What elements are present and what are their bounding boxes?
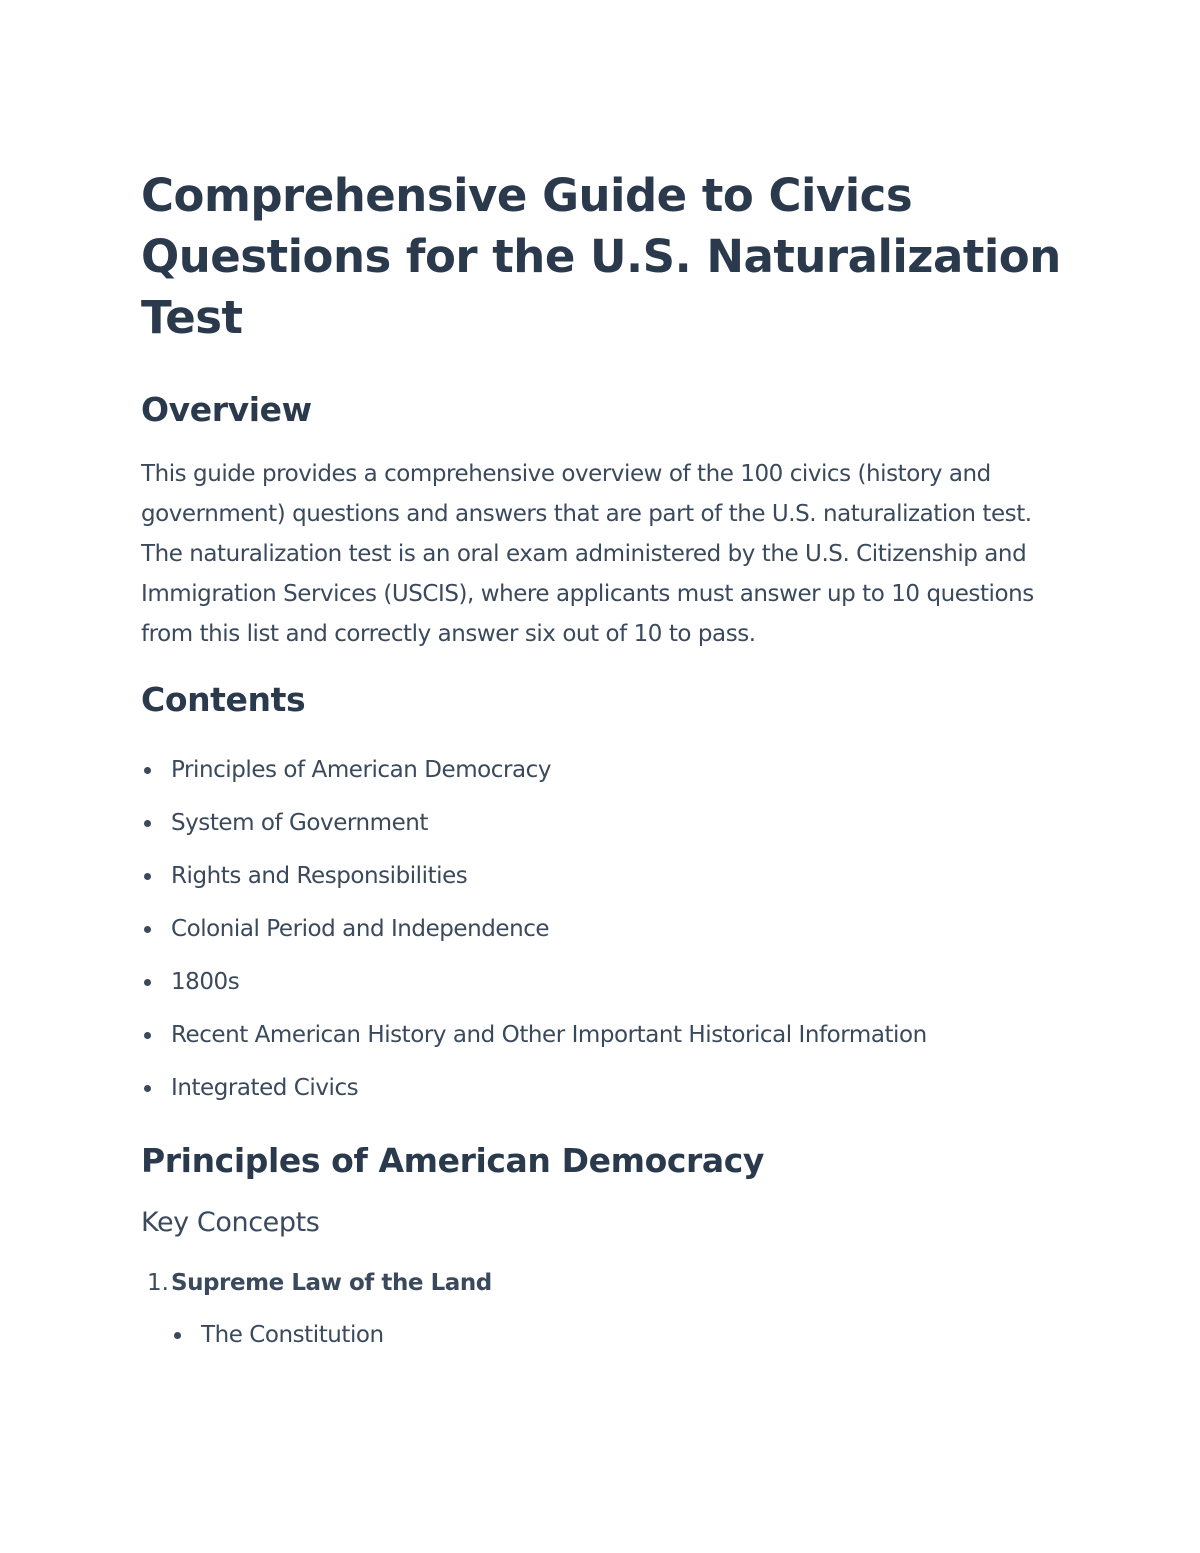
key-concepts-heading: Key Concepts [141,1207,320,1238]
overview-paragraph: This guide provides a comprehensive overview of the 100 civics (history and government) questions and answers that are part of the U.S. naturalization test. The naturalization test is an oral exam administered by the U.S. Citizenship and Immigration Services (USCIS), where applicants must answer up to 10 questions from this list and correctly answer six out of 10 to pass. [141,461,1034,647]
document-page [141,165,1061,1355]
contents-item: Integrated Civics [141,1062,1061,1115]
concept-points [171,1315,1061,1355]
contents-item: Principles of American Democracy [141,744,1061,797]
contents-item: Colonial Period and Independence [141,903,1061,956]
document-title: Comprehensive Guide to Civics Questions for the U.S. Naturalization Test [141,169,1061,344]
contents-heading: Contents [141,680,306,719]
contents-item: System of Government [141,797,1061,850]
principles-heading: Principles of American Democracy [141,1141,765,1180]
contents-item: Recent American History and Other Important Historical Information [141,1009,1061,1062]
concept-item [141,1263,1061,1355]
concept-title: Supreme Law of the Land [171,1270,492,1296]
contents-item: 1800s [141,956,1061,1009]
contents-item: Rights and Responsibilities [141,850,1061,903]
contents-list [141,744,1061,1115]
concepts-list [141,1263,1061,1355]
concept-number: 1. [147,1270,169,1296]
overview-heading: Overview [141,390,312,429]
concept-point: The Constitution [171,1315,1061,1355]
